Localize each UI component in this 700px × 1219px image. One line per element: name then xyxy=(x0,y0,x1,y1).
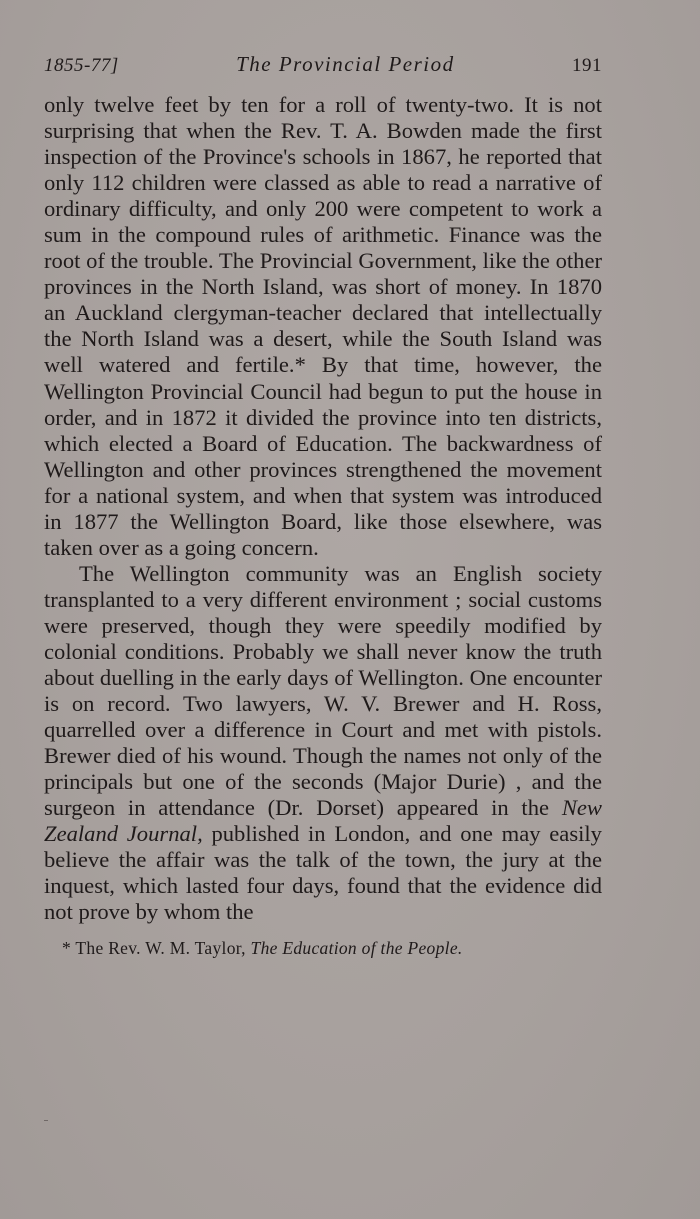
page-speck xyxy=(44,1120,48,1121)
footnote-author: The Rev. W. M. Taylor, xyxy=(75,937,251,958)
running-head-date-range: 1855-77] xyxy=(44,55,119,76)
page-number: 191 xyxy=(571,55,602,76)
paragraph-continued: only twelve feet by ten for a roll of twenty-two. It is not surprising that when the Rev. T. A. Bowden made the first inspection of the Province's schools in 1867, he reported that only 112 children were classed as able to read a narrative of ordinary difficulty, and only 200 were competent to work a sum in the compound rules of arithmetic. Finance was the root of the trouble. The Provincial Government, like the other provinces in the North Island, was short of money. In 1870 an Auckland clergyman-teacher declared that intellectually the North Island was a desert, while the South Island was well watered and fertile.* By that time, however, the Wellington Provincial Council had begun to put the house in order, and in 1872 it divided the province into ten districts, which elected a Board of Education. The backwardness of Wellington and other provinces strengthened the movement for a national system, and when that system was introduced in 1877 the Wellington Board, like those elsewhere, was taken over as a going concern. xyxy=(44,92,602,560)
footnote-book-title: The Education of the People. xyxy=(250,937,463,958)
book-page xyxy=(44,52,602,960)
footnote-marker: * xyxy=(62,937,76,958)
footnote xyxy=(44,936,602,960)
journal-title: New Zealand Journal, xyxy=(44,795,602,847)
running-head xyxy=(44,52,602,84)
paragraph-text-before: The Wellington community was an English society transplanted to a very different environment ; social customs were preserved, though they were speedily modified by colonial conditions. Probably we shall never know the truth about duelling in the early days of Wellington. One encounter is on record. Two lawyers, W. V. Brewer and H. Ross, quarrelled over a difference in Court and met with pistols. Brewer died of his wound. Though the names not only of the principals but one of the seconds (Major Durie) , and the surgeon in attendance (Dr. Dorset) appeared in the xyxy=(44,560,602,821)
paragraph-text-after: published in London, and one may easily believe the affair was the talk of the town, the jury at the inquest, which lasted four days, found that the evidence did not prove by whom the xyxy=(44,821,602,925)
body-text xyxy=(44,92,602,926)
running-head-title: The Provincial Period xyxy=(236,52,455,76)
paragraph-wellington-community xyxy=(44,561,602,926)
